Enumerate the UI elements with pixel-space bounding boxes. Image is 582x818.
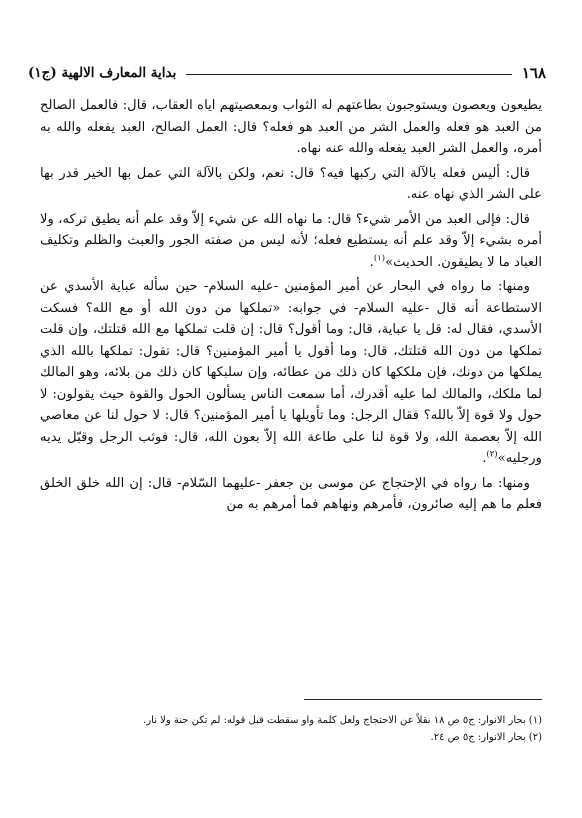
page-header <box>28 62 546 84</box>
paragraph <box>40 473 542 516</box>
footnotes <box>40 712 542 746</box>
header-rule <box>186 74 511 75</box>
footnote-ref: (١) <box>373 253 386 264</box>
paragraph-text: قال: أليس فعله بالآلة التي ركبها فيه؟ قال: نعم، ولكن بالآلة التي عمل بها الخير قدر بها على الشر الذي نهاه عنه. <box>40 165 542 202</box>
paragraph <box>40 95 542 160</box>
main-text <box>40 95 542 519</box>
paragraph-text: قال: فإلى العبد من الأمر شيء؟ قال: ما نهاه الله عن شيء إلاّ وقد علم أنه يطيق تركه، ولا أمره بشيء إلاّ وقد علم أنه يستطيع فعله؛ لأنه ليس من صفته الجور والعبث والظلم وتكليف العباد ما لا يطيقون. الحديث» <box>40 211 542 270</box>
paragraph-text: ومنها: ما رواه في البحار عن أمير المؤمنين -عليه السلام- حين سأله عباية الأسدي عن الاستطاعة أنه قال -عليه السلام- في جوابه: «تملكها من دون الله أو مع الله؟ فسكت الأسدي، فقال له: قل يا عباية، قال: وما أقول؟ قال: إن قلت تملكها مع الله قتلتك، وإن قلت تملكها من دون الله قتلتك، قال: وما أقول يا أمير المؤمنين؟ قال: تقول: تملكها بالله الذي يملكها من دونك، فإن ملككها كان ذلك من عطائه، وإن سلبكها كان ذلك من بلائه، وهو المالك لما ملكك، والمالك لما عليه أقدرك، أما سمعت الناس يسألون الحول والقوة حيث يقولون: لا حول ولا قوة إلاّ بالله؟ فقال الرجل: وما تأويلها يا أمير المؤمنين؟ قال: لا حول لنا عن معاصي الله إلاّ بعصمة الله، ولا قوة لنا على طاعة الله إلاّ بعون الله، قال: فوثب الرجل وقبّل يديه ورجليه» <box>40 279 542 466</box>
footnote-ref: (٢) <box>486 449 498 460</box>
paragraph-text: ومنها: ما رواه في الإحتجاج عن موسى بن جعفر -عليهما السّلام- قال: إن الله خلق الخلق فعلم ما هم إليه صائرون، فأمرهم ونهاهم فما أمرهم به من <box>40 475 542 512</box>
footnote: (١) بحار الانوار: ج٥ ص ١٨ نقلاً عن الاحتجاج ولعل كلمة واو سقطت قبل قوله: لم تكن جنة ولا نار. <box>143 715 542 726</box>
paragraph: قال: فإلى العبد من الأمر شيء؟ قال: ما نهاه الله عن شيء إلاّ وقد علم أنه يطيق تركه، ولا أمره بشيء إلاّ وقد علم أنه يستطيع فعله؛ لأنه ليس من صفته الجور والعبث والظلم وتكليف العباد ما لا يطيقون. الحديث»$^{(١)}$. <box>40 211 542 270</box>
paragraph: ومنها: ما رواه في البحار عن أمير المؤمنين -عليه السلام- حين سأله عباية الأسدي عن الاستطاعة أنه قال -عليه السلام- في جوابه: «تملكها من دون الله أو مع الله؟ فسكت الأسدي، فقال له: قل يا عباية، قال: وما أقول؟ قال: إن قلت تملكها مع الله قتلتك، وإن قلت تملكها من دون الله قتلتك، قال: وما أقول يا أمير المؤمنين؟ قال: تقول: تملكها بالله الذي يملكها من دونك، فإن ملككها كان ذلك من عطائه، وإن سلبكها كان ذلك من بلائه، وهو المالك لما ملكك، والمالك لما عليه أقدرك، أما سمعت الناس يسألون الحول والقوة حيث يقولون: لا حول ولا قوة إلاّ بالله؟ فقال الرجل: وما تأويلها يا أمير المؤمنين؟ قال: لا حول لنا عن معاصي الله إلاّ بعصمة الله، ولا قوة لنا على طاعة الله إلاّ بعون الله، قال: فوثب الرجل وقبّل يديه ورجليه»$^{(٢)}$. <box>40 279 542 466</box>
footnote-separator <box>304 699 542 700</box>
paragraph <box>40 163 542 206</box>
running-title: بداية المعارف الالهية (ج١) <box>28 65 177 81</box>
paragraph-text: يطيعون ويعصون ويستوجبون بطاعتهم له الثواب وبمعصيتهم اياه العقاب، قال: فالعمل الصالح من العبد هو فعله والعمل الشر من العبد هو فعله؟ قال: العمل الصالح، العبد يفعله والله به أمره، والعمل الشر العبد يفعله والله عنه نهاه. <box>40 98 542 156</box>
footnote: (٢) بحار الانوار: ج٥ ص ٢٤. <box>430 732 542 743</box>
page-number: ١٦٨ <box>521 64 546 82</box>
